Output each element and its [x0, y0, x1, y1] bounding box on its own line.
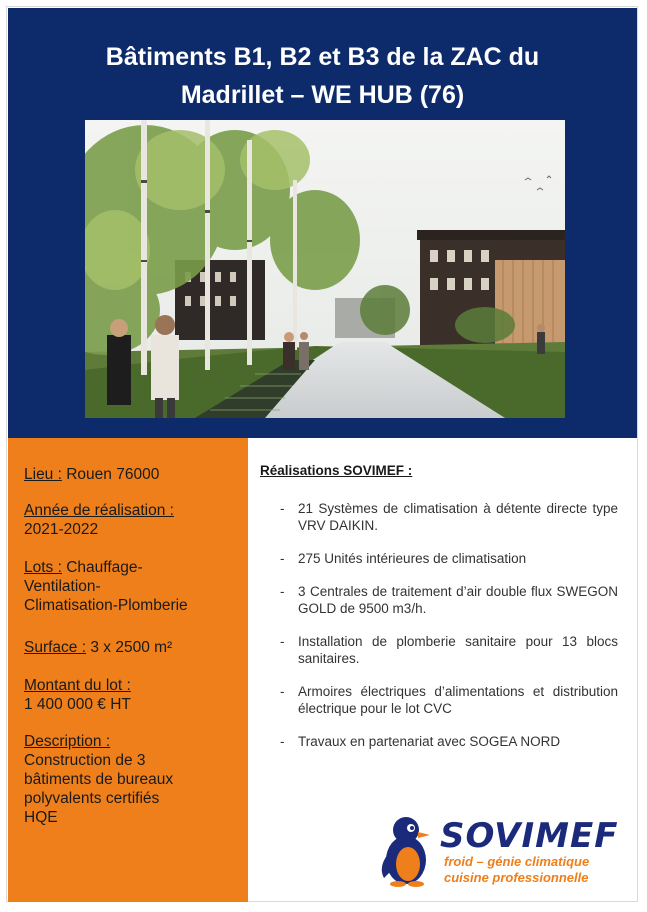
title-line-2: Madrillet – WE HUB (76) — [180, 81, 465, 109]
page-title — [28, 38, 617, 114]
logo-tagline-1: froid – génie climatique — [444, 854, 590, 869]
lots-value-1: Chauffage- — [66, 559, 143, 576]
sovimef-logo — [376, 812, 619, 887]
description-line-2: bâtiments de bureaux — [24, 771, 174, 788]
project-photo — [85, 120, 565, 418]
annee-value: 2021-2022 — [24, 521, 99, 538]
list-item: - Installation de plomberie sanitaire pour 13 blocs sanitaires. — [280, 634, 618, 666]
surface-field — [24, 638, 239, 657]
surface-label: Surface : — [24, 639, 87, 656]
realisations-list — [260, 500, 620, 750]
realisations-title: Réalisations SOVIMEF : — [260, 463, 413, 478]
logo-tagline-2: cuisine professionnelle — [444, 870, 589, 885]
logo-brand: SOVIMEF — [440, 816, 619, 856]
surface-value: 3 x 2500 m² — [90, 639, 173, 656]
montant-label: Montant du lot : — [24, 677, 131, 694]
description-line-3: polyvalents certifiés — [24, 790, 160, 807]
description-line-4: HQE — [24, 809, 58, 826]
lieu-value: Rouen 76000 — [66, 466, 160, 483]
title-line-1: Bâtiments B1, B2 et B3 de la ZAC du — [105, 43, 540, 71]
list-item: - 275 Unités intérieures de climatisation — [280, 551, 527, 566]
project-details-panel — [8, 438, 248, 902]
description-label: Description : — [24, 733, 111, 750]
list-item: - 21 Systèmes de climatisation à détente directe type VRV DAIKIN. — [280, 501, 618, 533]
penguin-icon — [376, 812, 440, 887]
annee-label: Année de réalisation : — [24, 502, 174, 519]
list-item: - Armoires électriques d’alimentations et distribution électrique pour le lot CVC — [280, 684, 618, 716]
lots-value-3: Climatisation-Plomberie — [24, 597, 188, 614]
description-line-1: Construction de 3 — [24, 752, 146, 769]
list-item: - Travaux en partenariat avec SOGEA NORD — [280, 734, 561, 749]
lieu-label: Lieu : — [24, 466, 62, 483]
annee-field — [24, 501, 239, 539]
realisations-section — [260, 455, 620, 766]
lots-value-2: Ventilation- — [24, 578, 101, 595]
montant-value: 1 400 000 € HT — [24, 696, 131, 713]
montant-field — [24, 676, 239, 714]
description-field — [24, 732, 239, 827]
lots-label: Lots : — [24, 559, 62, 576]
lieu-field — [24, 465, 239, 484]
lots-field — [24, 558, 239, 615]
list-item: - 3 Centrales de traitement d’air double flux SWEGON GOLD de 9500 m3/h. — [280, 584, 618, 616]
